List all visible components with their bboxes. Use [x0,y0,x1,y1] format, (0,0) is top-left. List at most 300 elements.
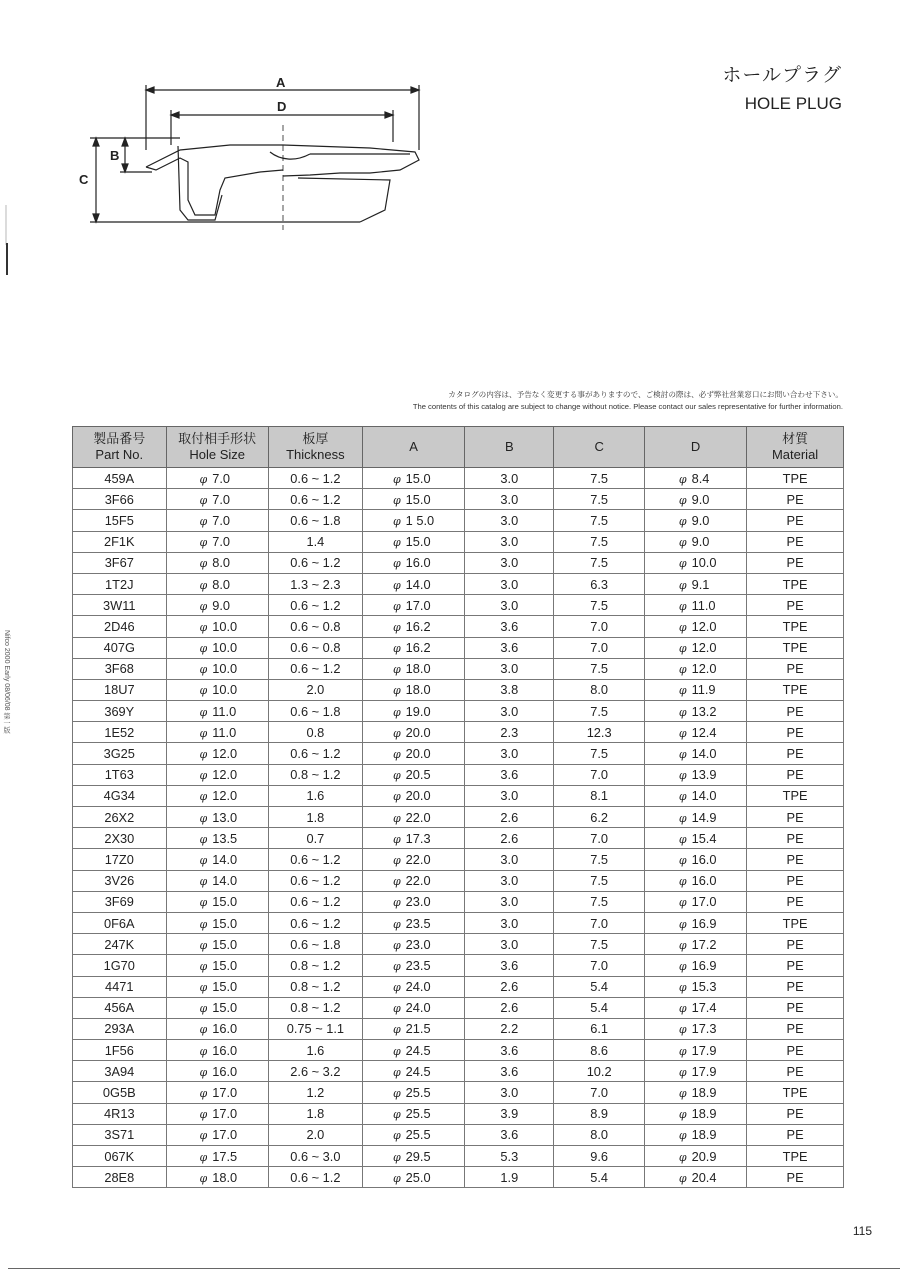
diameter-symbol: φ [199,663,208,677]
cell-d [644,1082,746,1103]
diameter-symbol: φ [199,493,208,507]
header-c-en: C [594,439,604,454]
cell-material [747,912,844,933]
cell-value: 15.0 [405,534,431,550]
cell-value: 7.5 [590,936,609,952]
diameter-symbol: φ [678,1044,687,1058]
cell-value: 16.0 [212,1042,238,1058]
cell-c [554,1082,644,1103]
header-b [465,427,554,468]
cell-value: 3.0 [500,894,519,910]
cell-c [554,785,644,806]
header-thickness-jp: 板厚 [302,431,329,446]
table-row [73,531,844,552]
cell-c [554,468,644,489]
cell-value: 7.0 [590,915,609,931]
cell-value: 7.5 [590,491,609,507]
cell-value: 3.0 [500,661,519,677]
cell-value: 1T2J [105,576,134,592]
cell-hole-size [166,891,268,912]
cell-value: PE [786,491,804,507]
cell-b [465,785,554,806]
cell-hole-size [166,785,268,806]
cell-value: PE [786,767,804,783]
cell-value: 25.0 [405,1169,431,1185]
cell-b [465,616,554,637]
cell-b [465,552,554,573]
diameter-symbol: φ [199,599,208,613]
table-row [73,616,844,637]
cell-hole-size [166,468,268,489]
cell-material [747,934,844,955]
cell-part-no [73,701,167,722]
cell-hole-size [166,573,268,594]
cell-value: 25.5 [405,1127,431,1143]
cell-value: 22.0 [405,851,431,867]
cell-value: 0.6 ~ 1.2 [290,555,341,571]
notice-jp: カタログの内容は、予告なく変更する事がありますので、ご検討の際は、必ず弊社営業窓口にお問い合わせ下さい。 [448,390,843,399]
diameter-symbol: φ [678,1150,687,1164]
cell-value: 24.0 [405,979,431,995]
table-row [73,976,844,997]
cell-value: 2.2 [500,1021,519,1037]
cell-value: 7.5 [590,746,609,762]
diameter-symbol: φ [678,959,687,973]
diameter-symbol: φ [392,1150,401,1164]
cell-value: 16.9 [691,957,717,973]
cell-hole-size [166,595,268,616]
header-d [644,427,746,468]
cell-a [362,510,464,531]
cell-material [747,891,844,912]
cell-b [465,1082,554,1103]
cell-hole-size [166,1018,268,1039]
cell-value: 0.8 ~ 1.2 [290,957,341,973]
cell-value: 3.6 [500,640,519,656]
cell-a [362,489,464,510]
cell-value: PE [786,703,804,719]
cell-d [644,1167,746,1188]
diameter-symbol: φ [392,853,401,867]
diameter-symbol: φ [392,663,401,677]
cell-value: TPE [782,640,808,656]
cell-value: 24.0 [405,1000,431,1016]
cell-a [362,1082,464,1103]
table-row [73,468,844,489]
cell-material [747,701,844,722]
cell-value: 1F56 [104,1042,134,1058]
cell-thickness [268,1061,362,1082]
header-b-en: B [504,439,514,454]
cell-c [554,764,644,785]
table-row [73,785,844,806]
cell-value: 3G25 [103,746,135,762]
cell-value: 18.0 [405,682,431,698]
cell-part-no [73,1124,167,1145]
cell-value: PE [786,661,804,677]
cell-hole-size [166,722,268,743]
cell-part-no [73,1061,167,1082]
cell-b [465,828,554,849]
cell-value: 18.0 [405,661,431,677]
cell-value: 14.0 [405,576,431,592]
cell-value: 3.0 [500,597,519,613]
cell-value: 28E8 [104,1169,135,1185]
diameter-symbol: φ [678,811,687,825]
cell-thickness [268,552,362,573]
cell-value: 3.0 [500,555,519,571]
cell-value: 7.5 [590,470,609,486]
cell-hole-size [166,997,268,1018]
cell-d [644,489,746,510]
cell-hole-size [166,912,268,933]
cell-value: 23.5 [405,957,431,973]
diameter-symbol: φ [199,1171,208,1185]
table-row [73,1124,844,1145]
table-row [73,849,844,870]
cell-c [554,552,644,573]
cell-d [644,701,746,722]
cell-value: 1.2 [306,1085,325,1101]
cell-hole-size [166,934,268,955]
diameter-symbol: φ [392,1129,401,1143]
diameter-symbol: φ [392,832,401,846]
cell-value: 0.6 ~ 1.2 [290,873,341,889]
cell-value: 293A [104,1021,135,1037]
diameter-symbol: φ [199,748,208,762]
cell-value: 0.7 [306,830,325,846]
cell-thickness [268,785,362,806]
cell-c [554,976,644,997]
cell-hole-size [166,849,268,870]
cell-value: 22.0 [405,809,431,825]
cell-value: 0.6 ~ 1.2 [290,746,341,762]
cell-b [465,743,554,764]
cell-part-no [73,1018,167,1039]
cell-value: 11.0 [691,597,716,613]
cell-value: 18.9 [691,1106,717,1122]
table-body [73,468,844,1188]
header-a-en: A [409,439,418,454]
cell-value: 3.0 [500,788,519,804]
cell-value: 3W11 [103,597,136,613]
cell-part-no [73,785,167,806]
cell-value: 3.0 [500,746,519,762]
cell-c [554,573,644,594]
cell-value: 10.0 [212,682,238,698]
cell-b [465,807,554,828]
cell-a [362,1040,464,1061]
cell-value: PE [786,830,804,846]
table-header [73,427,844,468]
hole-plug-spec-table [72,426,844,1188]
diameter-symbol: φ [199,684,208,698]
cell-value: 7.0 [590,640,609,656]
header-material [747,427,844,468]
diameter-symbol: φ [678,769,687,783]
cell-c [554,997,644,1018]
diameter-symbol: φ [678,684,687,698]
cell-c [554,870,644,891]
diameter-symbol: φ [678,896,687,910]
cell-value: PE [786,1127,804,1143]
table-row [73,934,844,955]
cell-value: 23.5 [405,915,431,931]
cell-value: 1.4 [306,534,325,550]
cell-value: 4471 [105,979,134,995]
cell-value: 17.2 [691,936,717,952]
cell-value: 3.0 [500,470,519,486]
cell-hole-size [166,764,268,785]
cell-d [644,891,746,912]
cell-value: 24.5 [405,1042,431,1058]
cell-part-no [73,531,167,552]
cell-value: 15.0 [405,470,431,486]
cell-value: 1G70 [103,957,135,973]
cell-thickness [268,764,362,785]
cell-hole-size [166,552,268,573]
cell-value: 29.5 [405,1148,431,1164]
cell-value: 8.9 [590,1106,609,1122]
cell-value: PE [786,851,804,867]
cell-material [747,573,844,594]
cell-value: 1.3 ~ 2.3 [290,576,341,592]
cell-value: 7.5 [590,512,609,528]
cell-a [362,912,464,933]
cell-value: 3.6 [500,1042,519,1058]
cell-value: 13.2 [691,703,717,719]
cell-c [554,743,644,764]
cell-value: 10.0 [212,618,238,634]
cell-b [465,637,554,658]
table-row [73,912,844,933]
cell-hole-size [166,807,268,828]
cell-value: 10.2 [586,1063,612,1079]
diameter-symbol: φ [678,620,687,634]
cell-material [747,1061,844,1082]
cell-hole-size [166,658,268,679]
cell-part-no [73,870,167,891]
cell-value: 15.0 [212,957,238,973]
cell-value: 16.0 [691,873,717,889]
cell-value: TPE [782,470,808,486]
cell-material [747,552,844,573]
diameter-symbol: φ [678,832,687,846]
cell-value: 14.0 [212,851,238,867]
cell-value: 0.8 ~ 1.2 [290,979,341,995]
cell-b [465,934,554,955]
cell-value: 9.0 [691,491,710,507]
cell-material [747,870,844,891]
table-row [73,870,844,891]
cell-value: 3S71 [104,1127,135,1143]
cell-value: 3.0 [500,703,519,719]
diameter-symbol: φ [199,896,208,910]
cell-c [554,1124,644,1145]
cell-d [644,912,746,933]
cell-part-no [73,1103,167,1124]
cell-d [644,1103,746,1124]
cell-material [747,722,844,743]
diameter-symbol: φ [392,642,401,656]
cell-material [747,997,844,1018]
cell-d [644,637,746,658]
cell-c [554,1061,644,1082]
cell-material [747,828,844,849]
cell-value: PE [786,979,804,995]
cell-value: PE [786,746,804,762]
cell-part-no [73,849,167,870]
header-thickness-en: Thickness [286,447,345,462]
diameter-symbol: φ [199,832,208,846]
cell-a [362,785,464,806]
cell-part-no [73,955,167,976]
cell-c [554,489,644,510]
cell-hole-size [166,1167,268,1188]
cell-value: 18.9 [691,1085,717,1101]
cell-thickness [268,1167,362,1188]
cell-d [644,1040,746,1061]
cell-value: TPE [782,682,808,698]
cell-b [465,468,554,489]
table-row [73,997,844,1018]
cell-value: 16.2 [405,618,431,634]
cell-value: 18.9 [691,1127,717,1143]
cell-value: 2F1K [103,534,135,550]
diameter-symbol: φ [199,1108,208,1122]
cell-a [362,573,464,594]
cell-value: 12.0 [691,618,717,634]
cell-value: 3.6 [500,1063,519,1079]
cell-value: 7.5 [590,555,609,571]
cell-value: PE [786,1169,804,1185]
table-row [73,1103,844,1124]
cell-a [362,595,464,616]
cell-value: 3F67 [104,555,134,571]
cell-d [644,764,746,785]
cell-part-no [73,510,167,531]
diameter-symbol: φ [199,875,208,889]
cell-a [362,468,464,489]
table-row [73,1146,844,1167]
cell-part-no [73,1082,167,1103]
cell-value: 17.0 [691,894,717,910]
cell-c [554,722,644,743]
cell-b [465,658,554,679]
cell-c [554,1146,644,1167]
cell-value: PE [786,1021,804,1037]
cell-value: 3.0 [500,512,519,528]
diameter-symbol: φ [678,1002,687,1016]
cell-value: 0.6 ~ 1.2 [290,470,341,486]
cell-value: PE [786,512,804,528]
dimension-label-a: A [276,75,286,90]
header-a [362,427,464,468]
cell-c [554,828,644,849]
cell-hole-size [166,743,268,764]
cell-value: 17.0 [212,1127,238,1143]
cell-value: 17.0 [212,1085,238,1101]
cell-thickness [268,1103,362,1124]
cell-thickness [268,722,362,743]
cell-value: TPE [782,915,808,931]
cell-material [747,743,844,764]
page-title-jp: ホールプラグ [722,65,842,86]
diameter-symbol: φ [199,938,208,952]
bottom-rule [8,1268,900,1269]
cell-a [362,743,464,764]
diameter-symbol: φ [678,642,687,656]
cell-d [644,1124,746,1145]
cell-c [554,637,644,658]
diameter-symbol: φ [392,1108,401,1122]
diameter-symbol: φ [199,1023,208,1037]
cell-value: 17.4 [691,1000,717,1016]
cell-value: 15.4 [691,830,717,846]
cell-b [465,1061,554,1082]
cell-thickness [268,955,362,976]
cell-part-no [73,573,167,594]
cell-thickness [268,828,362,849]
cell-value: 0.6 ~ 1.2 [290,597,341,613]
cell-c [554,1018,644,1039]
cell-value: PE [786,894,804,910]
diameter-symbol: φ [678,599,687,613]
cell-value: 1T63 [104,767,134,783]
cell-value: 7.0 [590,957,609,973]
cell-value: 12.0 [691,661,717,677]
cell-value: 3.9 [500,1106,519,1122]
diameter-symbol: φ [392,938,401,952]
cell-d [644,658,746,679]
cell-part-no [73,976,167,997]
cell-value: 1 5.0 [405,512,435,528]
cell-value: TPE [782,788,808,804]
cell-thickness [268,616,362,637]
cell-thickness [268,489,362,510]
cell-material [747,955,844,976]
cell-b [465,1146,554,1167]
cell-value: 4G34 [103,788,135,804]
cell-material [747,807,844,828]
cell-value: 0.6 ~ 1.8 [290,512,341,528]
cell-d [644,552,746,573]
cell-value: 3A94 [104,1063,135,1079]
cell-c [554,849,644,870]
cell-value: 2.6 [500,1000,519,1016]
cell-value: 12.0 [212,788,238,804]
cell-value: 9.6 [590,1148,609,1164]
cell-thickness [268,595,362,616]
diameter-symbol: φ [199,514,208,528]
cell-value: 26X2 [104,809,135,825]
cell-part-no [73,1146,167,1167]
cell-value: 0.6 ~ 1.2 [290,661,341,677]
cell-value: 456A [104,1000,135,1016]
table-row [73,1018,844,1039]
header-c [554,427,644,468]
cell-value: 8.0 [212,555,231,571]
cell-value: 0.6 ~ 1.2 [290,1169,341,1185]
cell-part-no [73,912,167,933]
cell-value: 20.0 [405,724,431,740]
cell-value: 13.5 [212,830,238,846]
cell-part-no [73,658,167,679]
cell-value: 2.3 [500,724,519,740]
cell-value: 17.9 [691,1063,717,1079]
cell-c [554,658,644,679]
cell-value: 5.4 [590,1169,609,1185]
